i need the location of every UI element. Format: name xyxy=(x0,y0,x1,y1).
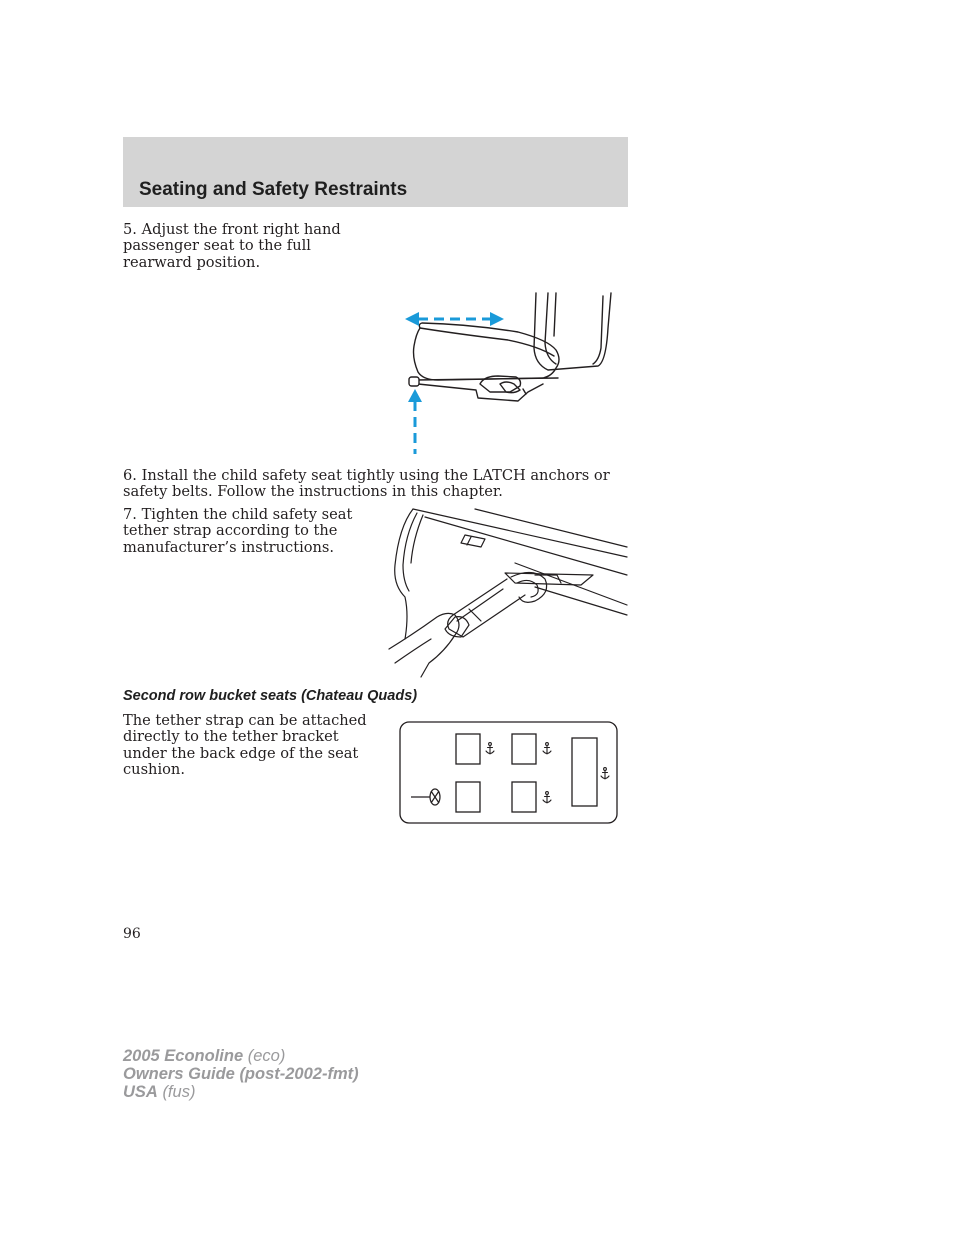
chateau-quads-heading: Second row bucket seats (Chateau Quads) xyxy=(123,688,418,704)
seat-front-right xyxy=(512,734,536,764)
footer-region: USA xyxy=(123,1083,158,1101)
footer-model: 2005 Econoline xyxy=(123,1047,244,1065)
seat-rear-left xyxy=(456,782,480,812)
step-6-text: 6. Install the child safety seat tightly using the LATCH anchors or safety belts. Follow the instructions in this chapter. xyxy=(123,467,610,501)
bench-seat xyxy=(572,738,597,806)
header-band xyxy=(123,137,628,207)
footer xyxy=(123,1047,359,1101)
step-7-text: 7. Tighten the child safety seat tether strap according to the manufacturer’s instructions. xyxy=(123,506,353,556)
seat-front-left xyxy=(456,734,480,764)
seat-adjust-arrows-illustration xyxy=(398,288,630,456)
tether-strap-illustration xyxy=(385,505,630,685)
step-5-text: 5. Adjust the front right hand passenger seat to the full rearward position. xyxy=(123,221,341,271)
section-title: Seating and Safety Restraints xyxy=(139,179,408,200)
footer-guide: Owners Guide (post-2002-fmt) xyxy=(123,1065,359,1083)
footer-region-code: (fus) xyxy=(162,1083,196,1101)
seat-rear-right xyxy=(512,782,536,812)
page-number: 96 xyxy=(123,926,141,942)
seat-layout-diagram xyxy=(399,721,619,825)
footer-model-code: (eco) xyxy=(247,1047,286,1065)
tether-bracket-text: The tether strap can be attached directly to the tether bracket under the back edge of the seat cushion. xyxy=(123,712,367,778)
